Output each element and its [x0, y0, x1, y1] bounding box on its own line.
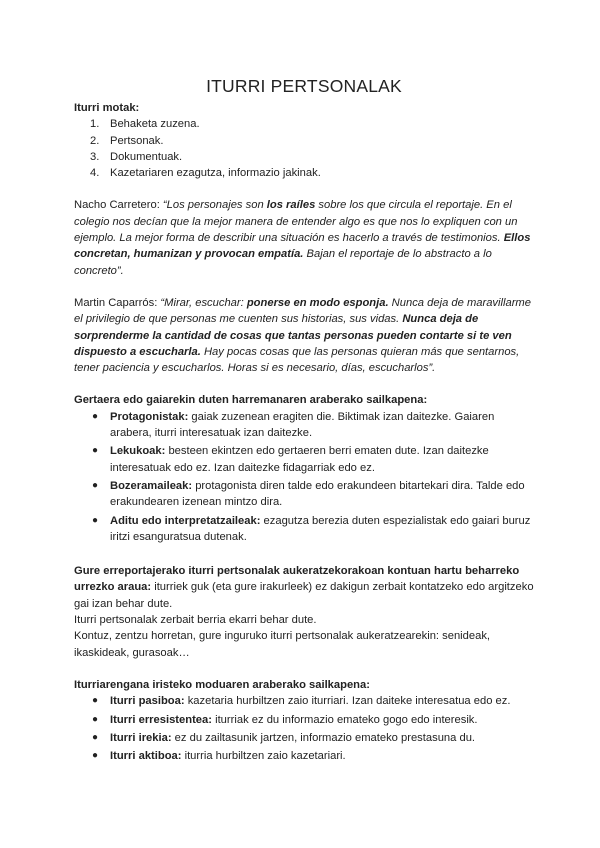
list-item-text: Pertsonak. — [110, 134, 164, 147]
quote-author: Martin Caparrós: — [74, 296, 161, 309]
rule-line: Kontuz, zentzu horretan, gure inguruko iturri pertsonalak aukeratzearekin: senideak, ikaskideak, gurasoak… — [74, 630, 491, 659]
bullet-icon: ● — [92, 410, 99, 422]
relation-list — [74, 409, 534, 545]
list-number: 4. — [90, 167, 100, 180]
access-list — [74, 693, 534, 764]
bullet-icon: ● — [92, 514, 99, 526]
bullet-icon: ● — [92, 750, 99, 762]
list-item — [74, 133, 534, 149]
bullet-icon: ● — [92, 713, 99, 725]
list-item: ● Iturri irekia: ez du zailtasunik jartzen, informazio emateko prestasuna du. — [74, 730, 534, 746]
document-page — [74, 76, 534, 766]
list-item-text: Behaketa zuzena. — [110, 118, 200, 131]
quote-carretero: Nacho Carretero: “Los personajes son los raíles sobre los que circula el reportaje. En el colegio nos decían que la mejor manera de entender algo es que nos lo expliquen con un ejemplo. La mejor forma de describir una situación es hacerlo a través de testimonios. Ellos concretan, humanizan y provocan empatía. Bajan el reportaje de lo abstracto a lo concreto”. — [74, 199, 531, 277]
bullet-icon: ● — [92, 479, 99, 491]
list-item — [74, 149, 534, 165]
list-item: ● Protagonistak: gaiak zuzenean eragiten die. Biktimak izan daitezke. Gaiaren arabera, iturri interesatuak izan daitezke. — [92, 410, 495, 440]
list-number: 3. — [90, 150, 100, 163]
access-heading: Iturriarengana iristeko moduaren araberako sailkapena: — [74, 678, 370, 691]
list-item: ● Iturri erresistentea: iturriak ez du informazio emateko gogo edo interesik. — [74, 712, 534, 728]
quote-caparros: Martin Caparrós: “Mirar, escuchar: ponerse en modo esponja. Nunca deja de maravillarme el privilegio de que personas me cuenten sus historias, sus vidas. Nunca deja de sorprenderme la cantidad de cosas que tantas personas pueden contarte si te ven dispuesto a escucharla. Hay pocas cosas que las personas quieran más que sentarnos, tener paciencia y escucharlos. Horas si es necesario, días, escucharlos”. — [74, 296, 531, 375]
list-item: ● Aditu edo interpretatzaileak: ezagutza berezia duten espezialistak edo gaiari buruz iritzi esanguratsua dutenak. — [92, 514, 531, 543]
bullet-icon: ● — [92, 731, 99, 743]
golden-rule: Gure erreportajerako iturri pertsonalak aukeratzekorakoan kontuan hartu beharreko urrezko araua: iturriek guk (eta gure irakurleek) ez dakigun zerbait kontatzeko edo argitzeko gai izan behar dute. — [74, 565, 534, 610]
list-number: 2. — [90, 134, 100, 147]
sources-list — [74, 116, 534, 181]
list-item — [74, 116, 534, 132]
list-item-text: Kazetariaren ezagutza, informazio jakinak. — [110, 167, 321, 180]
document-title: ITURRI PERTSONALAK — [206, 76, 402, 96]
list-item: ● Lekukoak: besteen ekintzen edo gertaeren berri ematen dute. Izan daitezke interesatuak edo ez. Izan daitezke fidagarriak edo ez. — [92, 445, 489, 474]
sources-heading: Iturri motak: — [74, 102, 140, 114]
list-item: ● Bozeramaileak: protagonista diren talde edo erakundeen bitartekari dira. Talde edo erakundearen izenean mintzo dira. — [92, 479, 525, 509]
bullet-icon: ● — [92, 695, 99, 707]
relation-heading: Gertaera edo gaiarekin duten harremanaren araberako sailkapena: — [74, 394, 428, 407]
quote-author: Nacho Carretero: — [74, 199, 163, 212]
bullet-icon: ● — [92, 445, 99, 457]
rule-line: Iturri pertsonalak zerbait berria ekarri behar dute. — [74, 614, 317, 627]
list-item: ● Iturri pasiboa: kazetaria hurbiltzen zaio iturriari. Izan daiteke interesatua edo ez. — [74, 693, 534, 709]
list-number: 1. — [90, 118, 100, 131]
list-item: ● Iturri aktiboa: iturria hurbiltzen zaio kazetariari. — [74, 748, 534, 764]
list-item-text: Dokumentuak. — [110, 150, 183, 163]
list-item — [74, 165, 534, 181]
